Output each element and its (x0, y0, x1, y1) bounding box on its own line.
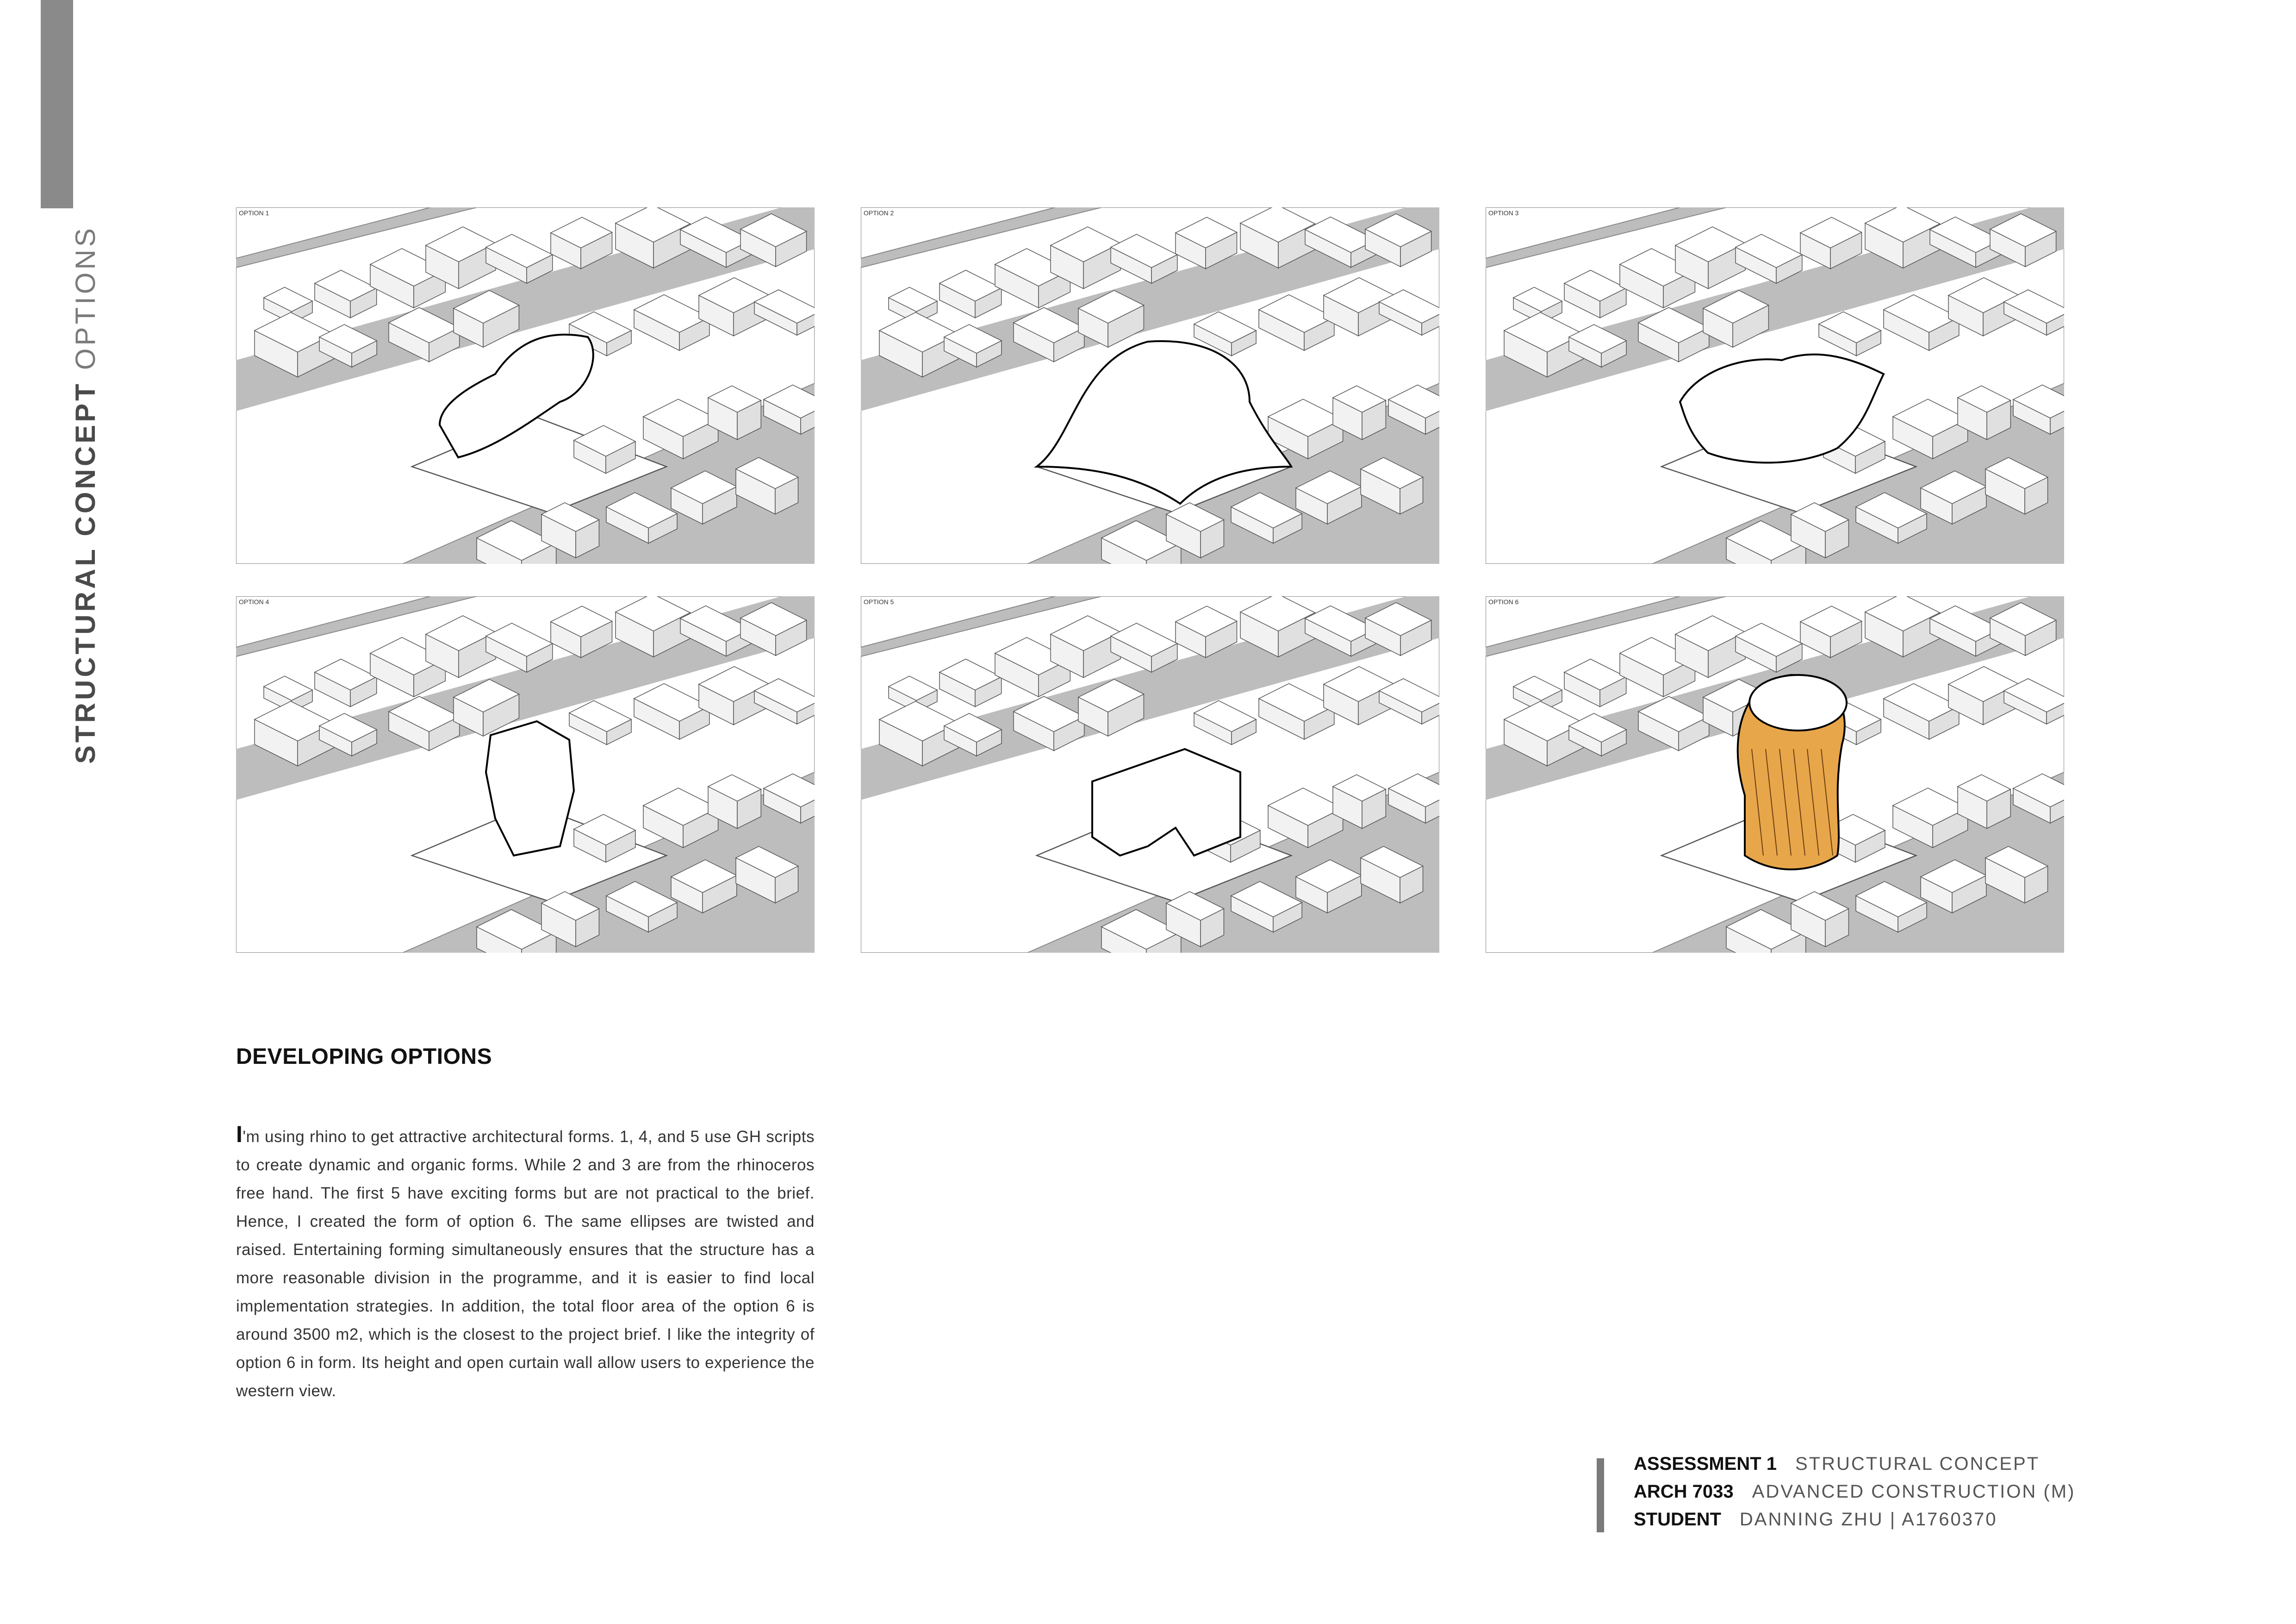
option-panel-1 (236, 207, 815, 564)
option-number: 4 (268, 900, 281, 924)
site-axonometric-5 (861, 596, 1439, 953)
option-tag: OPTION 2 (864, 209, 894, 217)
body-paragraph (236, 1120, 815, 1405)
option-number: 6 (1518, 900, 1531, 924)
option-tag: OPTION 6 (1488, 598, 1519, 606)
option-number: 5 (893, 900, 906, 924)
option-panel-4 (236, 596, 815, 953)
option-number: 3 (1518, 511, 1531, 536)
drop-cap: I (236, 1121, 243, 1147)
footer-accent-bar (1597, 1458, 1604, 1532)
sidebar-accent-bar (41, 0, 73, 208)
sidebar-title-light: OPTIONS (70, 225, 101, 370)
site-axonometric-6 (1486, 596, 2064, 953)
footer-student (1634, 1509, 1997, 1530)
option-form (1738, 675, 1847, 869)
option-panel-5 (861, 596, 1439, 953)
footer-value: STRUCTURAL CONCEPT (1795, 1454, 2040, 1474)
footer-label: ASSESSMENT 1 (1634, 1454, 1777, 1474)
footer-value: ADVANCED CONSTRUCTION (M) (1752, 1481, 2076, 1502)
footer-assessment (1634, 1454, 2040, 1474)
option-tag: OPTION 5 (864, 598, 894, 606)
sidebar-title-bold: STRUCTURAL CONCEPT (70, 381, 101, 764)
site-axonometric-4 (236, 596, 815, 953)
body-text: 'm using rhino to get attractive architectural forms. 1, 4, and 5 use GH scripts to create dynamic and organic forms. While 2 and 3 are from the rhinoceros free hand. The first 5 have exciting forms but are not practical to the brief. Hence, I created the form of option 6. The same ellipses are twisted and raised. Entertaining forming simultaneously ensures that the structure has a more reasonable division in the programme, and it is easier to find local implementation strategies. In addition, the total floor area of the option 6 is around 3500 m2, which is the closest to the project brief. I like the integrity of option 6 in form. Its height and open curtain wall allow users to experience the western view. (236, 1128, 815, 1400)
option-panel-3 (1486, 207, 2064, 564)
footer-label: STUDENT (1634, 1509, 1721, 1530)
footer-value: DANNING ZHU | A1760370 (1739, 1509, 1997, 1530)
site-axonometric-1 (236, 207, 815, 564)
option-panel-6 (1486, 596, 2064, 953)
option-tag: OPTION 4 (239, 598, 269, 606)
option-panel-2 (861, 207, 1439, 564)
footer-label: ARCH 7033 (1634, 1481, 1734, 1502)
option-tag: OPTION 3 (1488, 209, 1519, 217)
site-axonometric-2 (861, 207, 1439, 564)
option-number: 2 (893, 511, 906, 536)
options-grid (236, 207, 2071, 953)
footer-credits (1597, 1454, 2152, 1537)
option-number: 1 (268, 511, 281, 536)
section-heading: DEVELOPING OPTIONS (236, 1044, 492, 1069)
site-axonometric-3 (1486, 207, 2064, 564)
option-tag: OPTION 1 (239, 209, 269, 217)
footer-course (1634, 1481, 2075, 1502)
sidebar-title (69, 225, 101, 764)
